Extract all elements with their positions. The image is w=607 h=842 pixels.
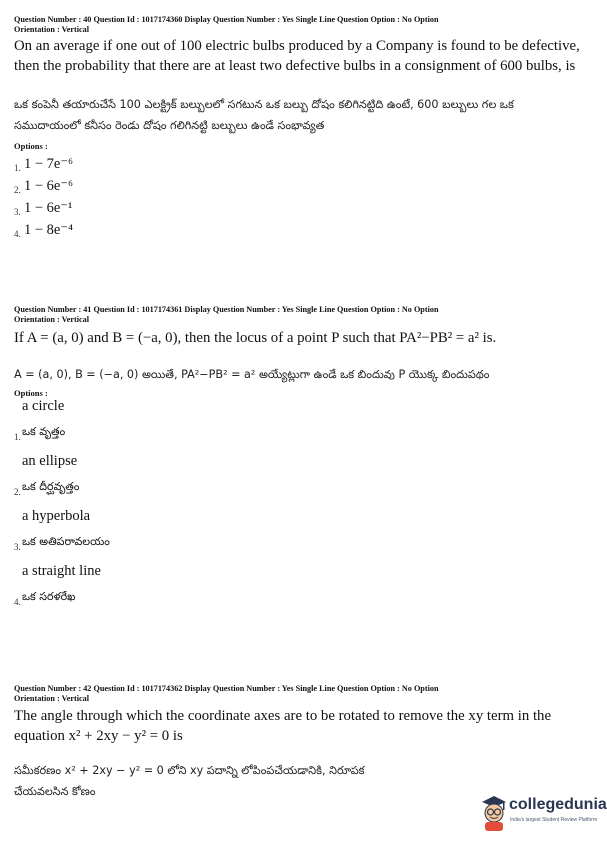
option-text-en: a straight line (22, 563, 101, 579)
option-row (14, 173, 584, 195)
option-text-te: ఒక వృత్తం (22, 425, 66, 438)
option-number: 2. (14, 185, 21, 195)
option-text-te: ఒక దీర్ఘవృత్తం (22, 480, 80, 493)
option-row (14, 151, 584, 173)
question-41-options (14, 398, 584, 618)
question-41-text-te: A = (a, 0), B = (−a, 0) అయితే, PA²−PB² = a² అయ్యేట్లుగా ఉండే ఒక బిందువు P యొక్క బిందుపథం (14, 368, 490, 381)
question-42-text-te-2: చేయవలసిన కోణం (14, 785, 96, 798)
option-text-en: an ellipse (22, 453, 78, 469)
option-text: 1 − 7e⁻⁶ (24, 156, 74, 172)
option-text-en: a hyperbola (22, 508, 91, 524)
collegedunia-logo (478, 790, 607, 836)
option-text: 1 − 6e⁻¹ (24, 200, 73, 216)
logo-wordmark: collegedunia (509, 796, 607, 813)
question-40 (14, 15, 584, 239)
question-42 (14, 684, 584, 802)
question-41 (14, 305, 584, 618)
option-text: 1 − 8e⁻⁴ (24, 222, 74, 238)
question-41-orientation: Orientation : Vertical (14, 314, 90, 324)
option-number: 1. (14, 163, 21, 173)
options-label: Options : (14, 141, 48, 151)
logo-tagline: India's largest Student Review Platform (510, 817, 598, 823)
question-41-text-en: If A = (a, 0) and B = (−a, 0), then the locus of a point P such that PA²−PB² = a² is. (14, 330, 497, 346)
option-row (14, 563, 584, 618)
option-row (14, 398, 584, 453)
question-42-orientation: Orientation : Vertical (14, 693, 90, 703)
option-number: 2. (14, 487, 21, 497)
option-row (14, 195, 584, 217)
option-number: 4. (14, 229, 21, 239)
question-40-text-te: ఒక కంపెనీ తయారుచేసే 100 ఎలక్ట్రిక్ బల్బులలో సగటున ఒక బల్బు దోషం కలిగినట్టిది ఉంటే, 600 బల్బులు గల ఒక సముదాయంలో కనీసం రెండు దోషం గలిగినట్టి బల్బులు ఉండే సంభావ్యత (14, 98, 514, 132)
option-number: 3. (14, 207, 21, 217)
question-40-options (14, 151, 584, 239)
option-text: 1 − 6e⁻⁶ (24, 178, 74, 194)
student-mascot-icon (478, 792, 510, 832)
option-row (14, 453, 584, 508)
option-number: 1. (14, 432, 21, 442)
option-number: 3. (14, 542, 21, 552)
question-42-text-en: The angle through which the coordinate axes are to be rotated to remove the xy term in the equation x² + 2xy − y² = 0 is (14, 708, 552, 744)
question-40-orientation: Orientation : Vertical (14, 24, 90, 34)
option-text-en: a circle (22, 398, 65, 414)
option-row (14, 508, 584, 563)
question-40-text-en: On an average if one out of 100 electric bulbs produced by a Company is found to be defective, then the probability that there are at least two defective bulbs in a consignment of 600 bulbs, is (14, 38, 580, 74)
question-42-text-te: సమీకరణం x² + 2xy − y² = 0 లోని xy పదాన్ని లోపింపచేయడానికి, నిరూపక (14, 764, 365, 777)
option-row (14, 217, 584, 239)
option-text-te: ఒక అతిపరావలయం (22, 535, 110, 548)
question-41-meta: Question Number : 41 Question Id : 1017174361 Display Question Number : Yes Single Line Question Option : No Option (14, 305, 439, 314)
options-label: Options : (14, 388, 48, 398)
option-number: 4. (14, 597, 21, 607)
question-40-meta: Question Number : 40 Question Id : 1017174360 Display Question Number : Yes Single Line Question Option : No Option (14, 15, 439, 24)
question-42-meta: Question Number : 42 Question Id : 1017174362 Display Question Number : Yes Single Line Question Option : No Option (14, 684, 439, 693)
option-text-te: ఒక సరళరేఖ (22, 590, 76, 603)
